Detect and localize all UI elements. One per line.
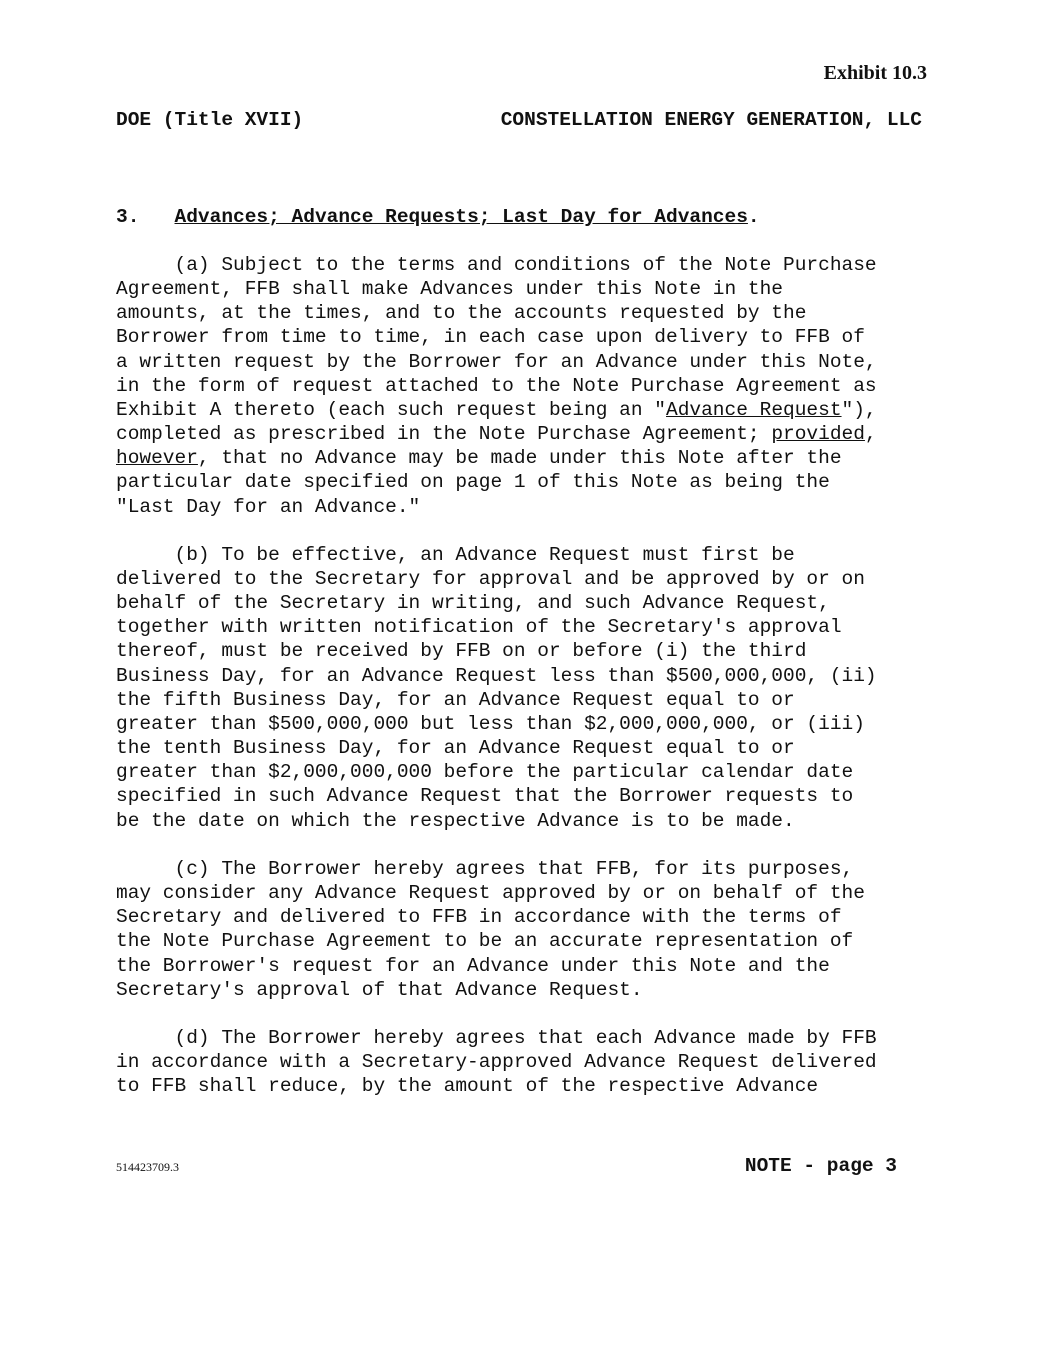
line: Secretary and delivered to FFB in accordance with the terms of: [116, 906, 842, 929]
line: be the date on which the respective Advance is to be made.: [116, 809, 795, 832]
term-however: however: [116, 447, 198, 470]
line: the Note Purchase Agreement to be an accurate representation of: [116, 930, 854, 953]
line: Borrower from time to time, in each case upon delivery to FFB of: [116, 326, 865, 349]
running-header: [116, 108, 922, 132]
line: Secretary's approval of that Advance Request.: [116, 978, 643, 1001]
section-title: Advances; Advance Requests; Last Day for Advances: [174, 206, 748, 228]
exhibit-label: Exhibit 10.3: [823, 62, 927, 84]
page-label: NOTE - page 3: [744, 1155, 897, 1177]
line: "Last Day for an Advance.": [116, 495, 421, 518]
line: the tenth Business Day, for an Advance Request equal to or: [116, 737, 795, 760]
line: completed as prescribed in the Note Purchase Agreement;: [116, 423, 772, 446]
defined-term-advance-request: Advance Request: [666, 398, 842, 421]
line: behalf of the Secretary in writing, and such Advance Request,: [116, 592, 830, 615]
line: particular date specified on page 1 of this Note as being the: [116, 471, 830, 494]
line: to FFB shall reduce, by the amount of the respective Advance: [116, 1075, 819, 1098]
body-text: [116, 253, 936, 1123]
line: (a) Subject to the terms and conditions of the Note Purchase: [116, 254, 877, 276]
line: in accordance with a Secretary-approved Advance Request delivered: [116, 1051, 877, 1074]
document-id: 514423709.3: [116, 1160, 179, 1174]
line: together with written notification of the Secretary's approval: [116, 616, 842, 639]
line: ,: [864, 423, 877, 446]
line: specified in such Advance Request that the Borrower requests to: [116, 785, 854, 808]
section-number: 3.: [116, 206, 140, 228]
paragraph-b: [116, 543, 936, 833]
header-left: DOE (Title XVII): [116, 109, 304, 131]
paragraph-c: [116, 857, 936, 1002]
line: (b) To be effective, an Advance Request must first be: [116, 543, 795, 566]
section-title-end: .: [747, 206, 760, 228]
line: Business Day, for an Advance Request less than $500,000,000, (ii): [116, 664, 877, 687]
line: Exhibit A thereto (each such request being an ": [116, 398, 666, 421]
term-provided: provided: [771, 423, 865, 446]
paragraph-d: [116, 1026, 936, 1098]
line: the fifth Business Day, for an Advance Request equal to or: [116, 688, 795, 711]
line: delivered to the Secretary for approval and be approved by or on: [116, 568, 865, 591]
paragraph-a: [116, 253, 936, 519]
line: (c) The Borrower hereby agrees that FFB, for its purposes,: [116, 857, 854, 880]
line: amounts, at the times, and to the accounts requested by the: [116, 302, 807, 325]
line: greater than $500,000,000 but less than $2,000,000,000, or (iii): [116, 712, 865, 735]
line: may consider any Advance Request approved by or on behalf of the: [116, 882, 865, 905]
line: a written request by the Borrower for an Advance under this Note,: [116, 350, 877, 373]
line: "),: [841, 398, 877, 421]
line: Agreement, FFB shall make Advances under this Note in the: [116, 278, 784, 301]
line: in the form of request attached to the Note Purchase Agreement as: [116, 374, 877, 397]
header-right: CONSTELLATION ENERGY GENERATION, LLC: [500, 109, 922, 131]
line: , that no Advance may be made under this Note after the: [197, 447, 842, 470]
line: the Borrower's request for an Advance under this Note and the: [116, 954, 830, 977]
line: greater than $2,000,000,000 before the particular calendar date: [116, 761, 854, 784]
line: (d) The Borrower hereby agrees that each Advance made by FFB: [116, 1026, 877, 1049]
line: thereof, must be received by FFB on or before (i) the third: [116, 640, 807, 663]
section-heading: [116, 205, 760, 229]
